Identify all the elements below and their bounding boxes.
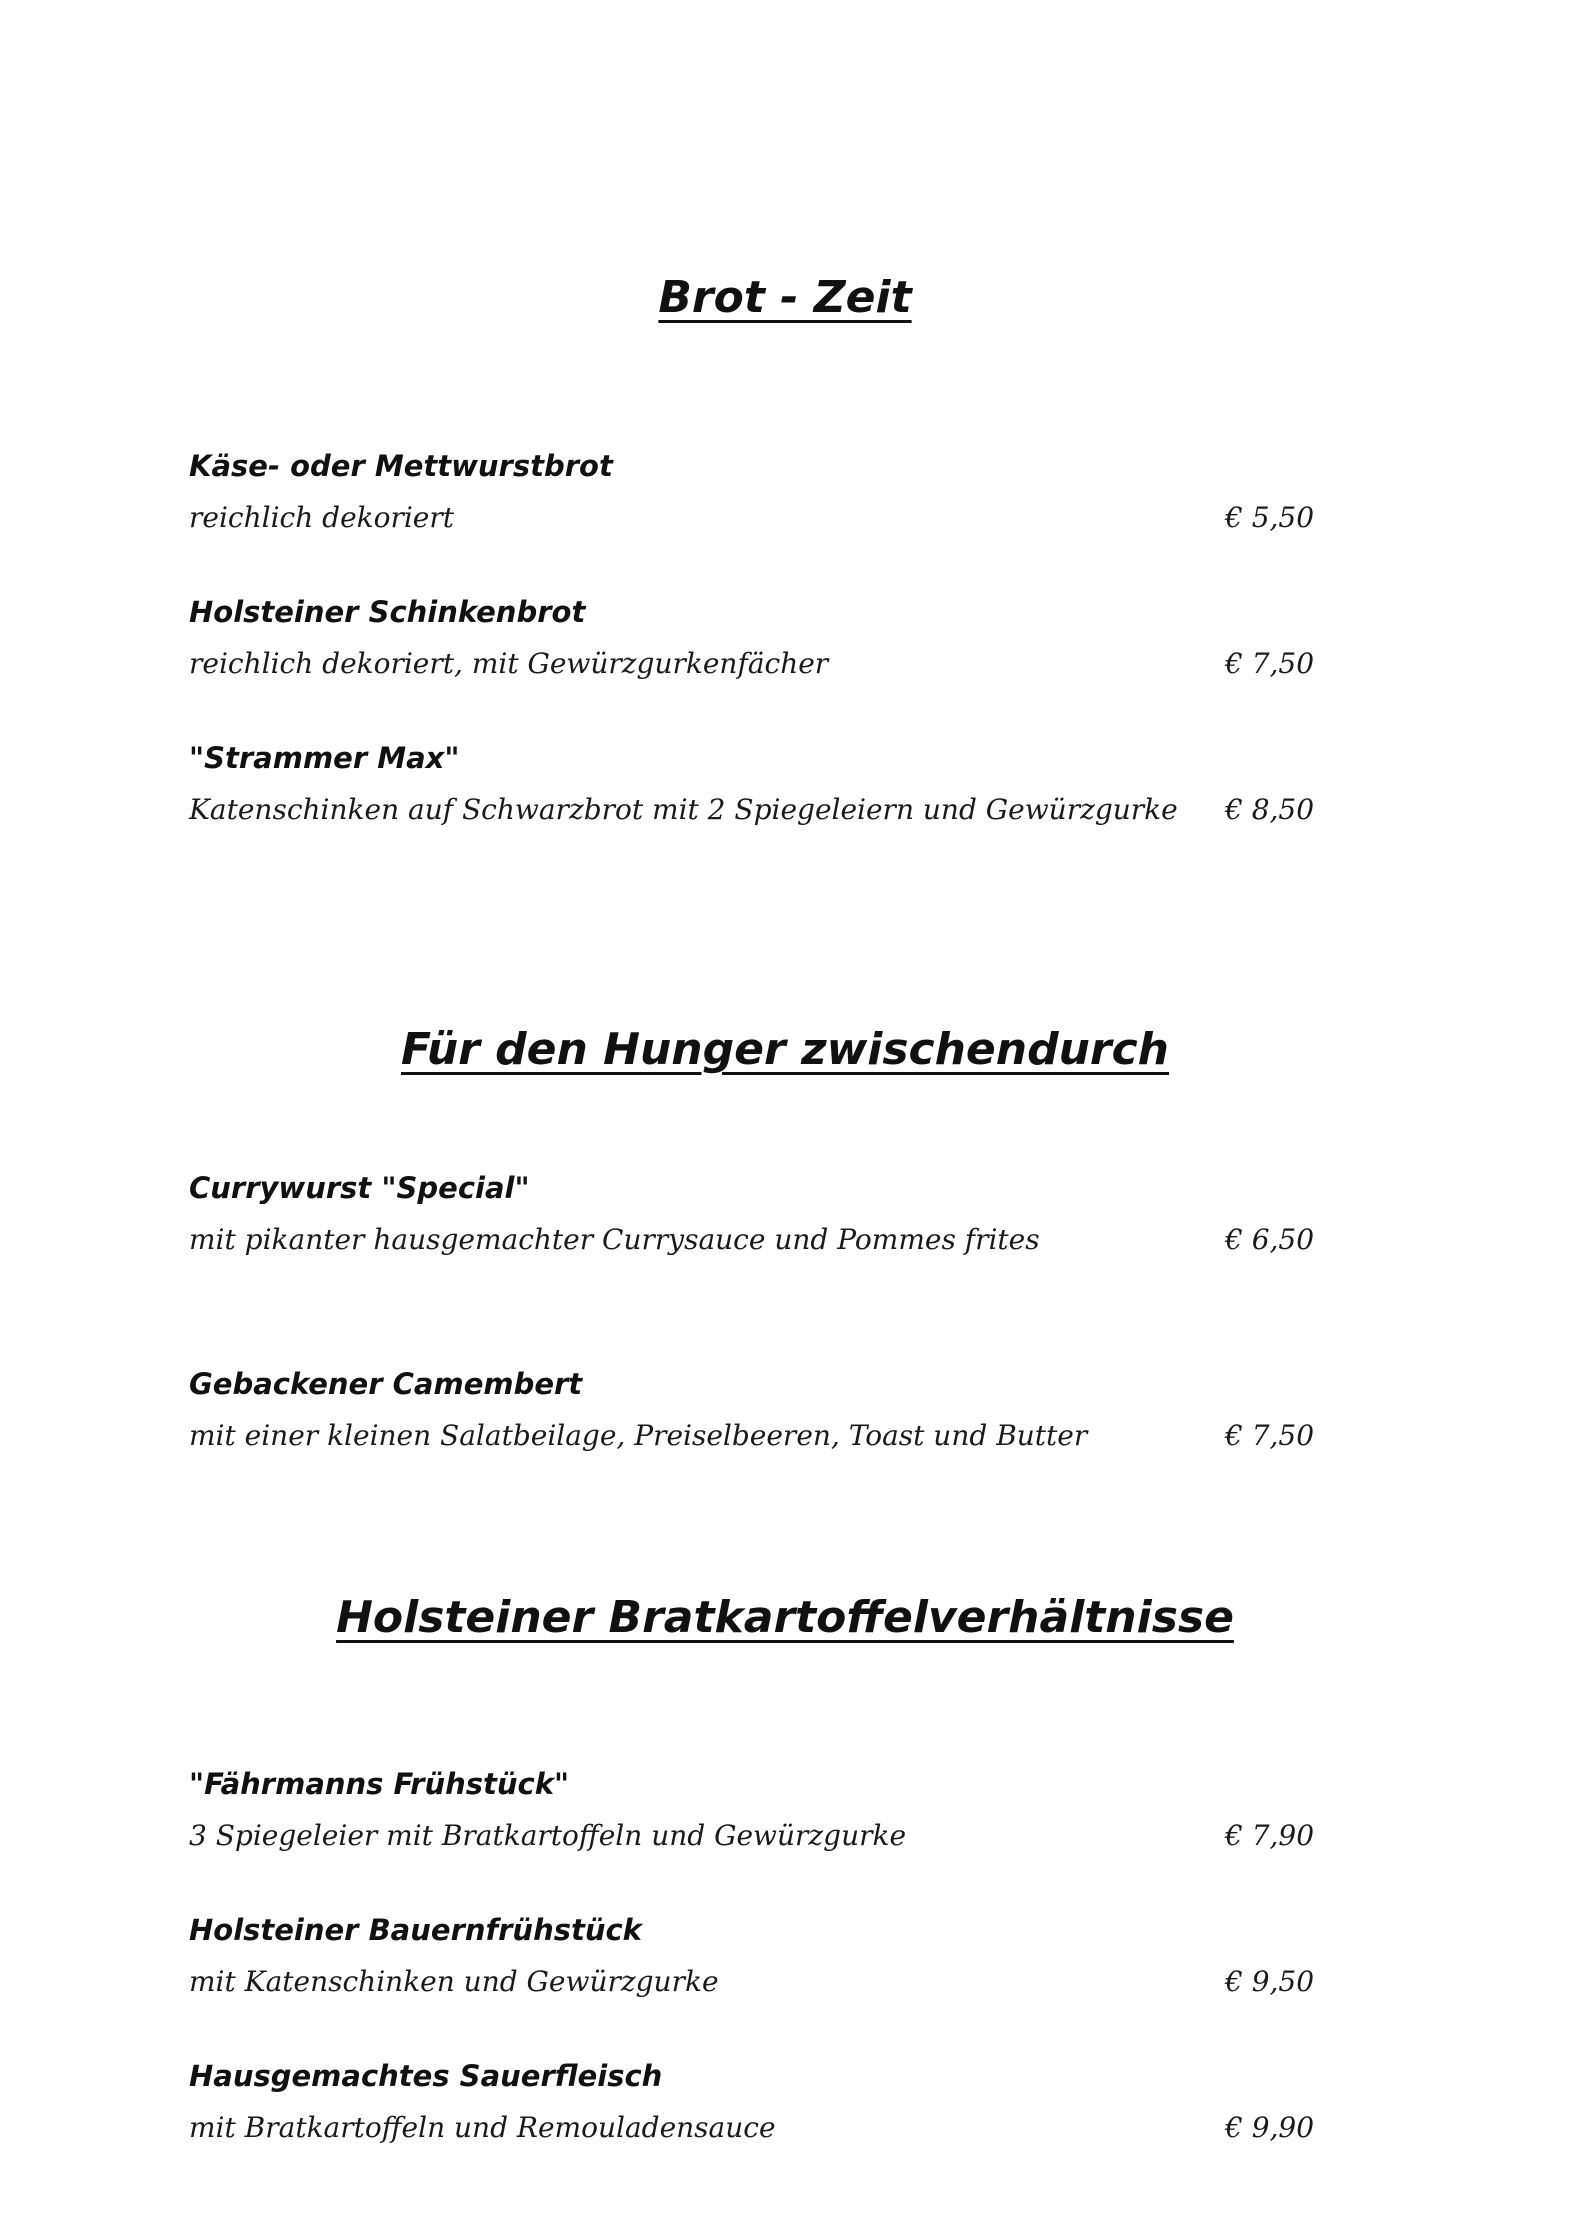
menu-item-name: "Strammer Max" [189,741,460,775]
menu-item [189,738,1339,848]
menu-item-description: 3 Spiegeleier mit Bratkartoffeln und Gewürzgurke [189,1819,907,1852]
menu-item [189,1364,1339,1474]
menu-item-name: Holsteiner Schinkenbrot [189,595,586,629]
menu-item-price: € 7,90 [1225,1819,1315,1852]
menu-item [189,592,1339,702]
menu-item [189,2056,1339,2166]
menu-item [189,1168,1339,1278]
section-title-text: Holsteiner Bratkartoffelverhältnisse [336,1592,1234,1643]
menu-item-price: € 8,50 [1225,793,1315,826]
menu-item-name: Currywurst "Special" [189,1171,530,1205]
menu-item-description: mit Katenschinken und Gewürzgurke [189,1965,719,1998]
menu-item-description: mit einer kleinen Salatbeilage, Preiselbeeren, Toast und Butter [189,1419,1088,1452]
menu-item-name: Käse- oder Mettwurstbrot [189,449,613,483]
menu-item-name: "Fährmanns Frühstück" [189,1767,570,1801]
section-title-text: Für den Hunger zwischendurch [400,1024,1170,1075]
menu-item-price: € 9,90 [1225,2111,1315,2144]
menu-item-name: Hausgemachtes Sauerfleisch [189,2059,663,2093]
menu-item-description: reichlich dekoriert, mit Gewürzgurkenfächer [189,647,829,680]
menu-item [189,1910,1339,2020]
menu-item-price: € 5,50 [1225,501,1315,534]
menu-item-description: Katenschinken auf Schwarzbrot mit 2 Spiegeleiern und Gewürzgurke [189,793,1178,826]
menu-item-description: reichlich dekoriert [189,501,455,534]
menu-item-price: € 7,50 [1225,1419,1315,1452]
menu-item-price: € 7,50 [1225,647,1315,680]
section-title-hunger-zwischendurch [0,1022,1570,1078]
menu-item [189,446,1339,556]
section-title-text: Brot - Zeit [658,272,912,323]
menu-item-name: Holsteiner Bauernfrühstück [189,1913,642,1947]
menu-item-description: mit Bratkartoffeln und Remouladensauce [189,2111,776,2144]
menu-item-description: mit pikanter hausgemachter Currysauce und Pommes frites [189,1223,1040,1256]
menu-item [189,1764,1339,1874]
menu-item-name: Gebackener Camembert [189,1367,583,1401]
section-title-bratkartoffelverhaeltnisse [0,1590,1570,1646]
section-title-brot-zeit [0,270,1570,326]
menu-item-price: € 6,50 [1225,1223,1315,1256]
menu-item-price: € 9,50 [1225,1965,1315,1998]
